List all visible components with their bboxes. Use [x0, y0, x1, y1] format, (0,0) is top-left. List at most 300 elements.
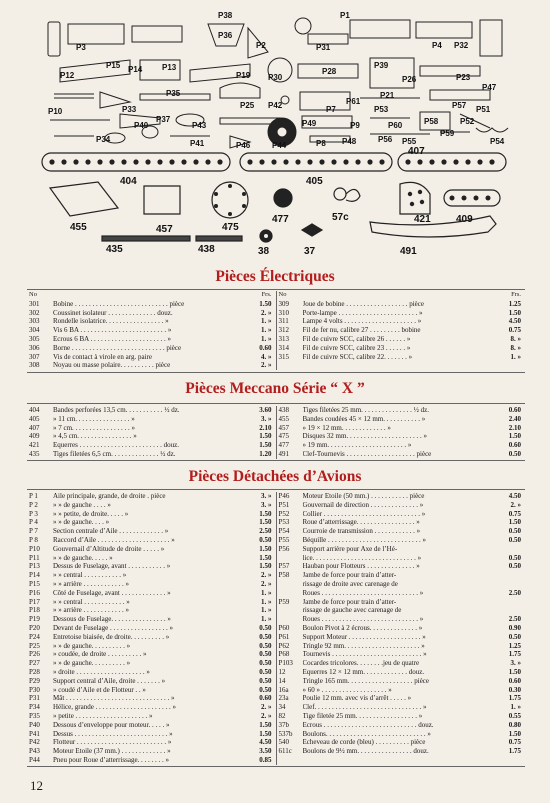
- label-p44: P44: [272, 141, 287, 150]
- table-row: [27, 730, 276, 739]
- label-p10: P10: [48, 107, 63, 116]
- item-description: » » de gauche. . . . . . . . . . »: [53, 641, 131, 650]
- item-price: 0.50: [259, 685, 272, 694]
- item-price: 0.80: [508, 720, 521, 729]
- table-row: [27, 562, 276, 571]
- item-price: 0.50: [259, 641, 272, 650]
- item-number: 313: [278, 334, 289, 343]
- table-row: [277, 650, 526, 659]
- item-number: 312: [278, 326, 289, 335]
- label-p55: P55: [402, 137, 417, 146]
- item-description: Support central d’Aile, droite . . . . . . . »: [53, 676, 166, 685]
- label-491: 491: [400, 246, 417, 257]
- wing-part: [132, 26, 182, 42]
- item-description: Collier . . . . . . . . . . . . . . . . . . . . . . . . . . . . »: [302, 509, 426, 518]
- item-number: P11: [29, 553, 40, 562]
- table-row: [277, 668, 526, 677]
- item-description: Fil de fer nu, calibre 27 . . . . . . . . . bobine: [302, 326, 421, 335]
- item-price: 1.50: [508, 729, 521, 738]
- label-p2: P2: [256, 41, 266, 50]
- item-number: 475: [278, 432, 289, 441]
- item-number: 302: [29, 308, 40, 317]
- item-price: 0.50: [259, 667, 272, 676]
- table-row: [27, 580, 276, 589]
- item-price: 3.50: [259, 747, 272, 756]
- item-number: P60: [278, 623, 290, 632]
- item-price: 0.50: [508, 527, 521, 536]
- item-description: Mât . . . . . . . . . . . . . . . . . . . . . . . . . . . . . . »: [53, 694, 175, 703]
- item-number: P68: [278, 650, 290, 659]
- table-row: [277, 642, 526, 651]
- item-number: P59: [278, 597, 290, 606]
- table-header: [277, 291, 526, 300]
- label-p35: P35: [166, 89, 181, 98]
- wing-part: [416, 22, 472, 38]
- table-row: [27, 633, 276, 642]
- item-price: 0.50: [508, 535, 521, 544]
- item-description: Tringle 92 mm. . . . . . . . . . . . . . . . . . . . . . »: [302, 641, 425, 650]
- table-row: [277, 406, 526, 415]
- label-p23: P23: [456, 73, 471, 82]
- item-description: Porte-lampe . . . . . . . . . . . . . . . . . . . . . . . »: [302, 308, 423, 317]
- item-number: P16: [29, 588, 40, 597]
- table-row: [27, 606, 276, 615]
- wing-part: [480, 20, 502, 56]
- item-number: 82: [278, 711, 286, 720]
- item-description: Gouvernail d’Altitude de droite . . . . . »: [53, 544, 165, 553]
- item-description: Moteur Etoile (50 mm.) . . . . . . . . . . . pièce: [302, 492, 425, 500]
- item-number: 16a: [278, 685, 289, 694]
- section-title-avions: Pièces Détachées d’Avions: [188, 468, 362, 485]
- item-number: P43: [29, 747, 40, 756]
- table-row: [277, 545, 526, 554]
- table-row: [277, 633, 526, 642]
- table-row: [27, 415, 276, 424]
- electric-table: [27, 291, 525, 370]
- item-number: 305: [29, 334, 40, 343]
- electric-right-column: [276, 291, 526, 370]
- item-number: P27: [29, 659, 40, 668]
- item-number: P14: [29, 571, 40, 580]
- label-p39: P39: [374, 61, 389, 70]
- label-475: 475: [222, 222, 239, 233]
- item-number: 491: [278, 449, 289, 458]
- table-row: [277, 598, 526, 607]
- item-number: P10: [29, 544, 40, 553]
- item-description: Roue d’atterrissage. . . . . . . . . . . . . . . . . »: [302, 518, 420, 527]
- divider: [27, 460, 525, 461]
- item-number: 303: [29, 317, 40, 326]
- table-row: [277, 450, 526, 459]
- item-price: 1.50: [508, 667, 521, 676]
- item-number: 457: [278, 423, 289, 432]
- item-number: P24: [29, 632, 40, 641]
- item-price: 8. »: [510, 334, 521, 343]
- rod-438: [196, 236, 242, 241]
- table-row: [27, 527, 276, 536]
- table-row: [277, 721, 526, 730]
- item-number: 455: [278, 414, 289, 423]
- table-row: [277, 309, 526, 318]
- item-description: Roues . . . . . . . . . . . . . . . . . . . . . . . . . . . . »: [302, 615, 424, 624]
- table-row: [27, 686, 276, 695]
- item-price: 4.50: [508, 492, 521, 500]
- label-409: 409: [456, 214, 473, 225]
- table-row: [277, 432, 526, 441]
- item-price: [491, 606, 525, 615]
- table-row: [277, 624, 526, 633]
- table-row: [27, 424, 276, 433]
- item-description: Fil de cuivre SCC, calibre 23 . . . . . . »: [302, 343, 411, 352]
- meccano-left-column: [27, 406, 276, 459]
- divider: [27, 372, 525, 373]
- table-row: [27, 589, 276, 598]
- item-price: 1.50: [259, 544, 272, 553]
- item-description: Dessus . . . . . . . . . . . . . . . . . . . . . . . . . . . »: [53, 729, 173, 738]
- item-description: Boulons. . . . . . . . . . . . . . . . . . . . . . . . . . . . . »: [302, 729, 431, 738]
- table-row: [27, 510, 276, 519]
- label-p34: P34: [96, 135, 111, 144]
- bracket-457: [144, 186, 180, 214]
- item-price: 0.50: [508, 449, 521, 458]
- label-p4: P4: [432, 41, 442, 50]
- item-description: Tige filetée 25 mm. . . . . . . . . . . . . . . . . . »: [302, 711, 423, 720]
- item-number: P28: [29, 667, 40, 676]
- parts-illustration: [40, 8, 510, 260]
- item-price: 1.20: [259, 449, 272, 458]
- item-price: 4.50: [508, 317, 521, 326]
- item-number: 537b: [278, 729, 293, 738]
- item-description: Boulon Pivot à 2 écrous. . . . . . . . . . . . . . »: [302, 623, 423, 632]
- item-description: » 4,5 cm. . . . . . . . . . . . . . . . »: [53, 432, 137, 441]
- table-row: [27, 344, 276, 353]
- divider: [27, 403, 525, 404]
- item-price: 1.50: [259, 299, 272, 308]
- item-description: Roues . . . . . . . . . . . . . . . . . . . . . . . . . . . . »: [302, 588, 424, 597]
- table-row: [277, 518, 526, 527]
- item-price: 1. »: [261, 317, 272, 326]
- item-price: [491, 571, 525, 580]
- item-price: 0.30: [508, 685, 521, 694]
- item-description: » coudé d’Aile et de Flotteur . . »: [53, 685, 146, 694]
- item-price: 0.60: [259, 343, 272, 352]
- item-price: 3. »: [510, 659, 521, 668]
- item-price: 2.10: [259, 423, 272, 432]
- item-number: P44: [29, 755, 40, 764]
- strip-holes: [49, 159, 494, 164]
- item-price: 1.50: [259, 441, 272, 450]
- item-description: Support Moteur . . . . . . . . . . . . . . . . . . . . . »: [302, 632, 426, 641]
- item-description: » 60 » . . . . . . . . . . . . . . . . . . . »: [302, 685, 392, 694]
- item-price: [491, 580, 525, 589]
- item-number: P40: [29, 720, 40, 729]
- label-p26: P26: [402, 75, 417, 84]
- table-row: [277, 562, 526, 571]
- item-number: P46: [278, 492, 290, 500]
- item-description: Hélice, grande . . . . . . . . . . . . . . . . . . . . . . »: [53, 703, 177, 712]
- label-p53: P53: [374, 105, 389, 114]
- table-row: [277, 589, 526, 598]
- item-number: 34: [278, 703, 286, 712]
- table-row: [27, 756, 276, 765]
- item-price: 1. »: [261, 615, 272, 624]
- item-description: » » arrière . . . . . . . . . . . . »: [53, 579, 130, 588]
- item-price: 0.60: [508, 676, 521, 685]
- item-number: 304: [29, 326, 40, 335]
- item-number: 14: [278, 676, 286, 685]
- item-number: P20: [29, 623, 40, 632]
- divider: [27, 766, 525, 767]
- item-description: Hauban pour Flotteurs . . . . . . . . . . . . . . »: [302, 562, 420, 571]
- item-description: Côté de Fuselage, avant . . . . . . . . . . . . . »: [53, 588, 171, 597]
- label-p56: P56: [378, 135, 393, 144]
- item-price: 1.25: [508, 641, 521, 650]
- table-row: [27, 501, 276, 510]
- table-row: [277, 415, 526, 424]
- label-p21: P21: [380, 91, 395, 100]
- table-row: [27, 747, 276, 756]
- table-row: [277, 615, 526, 624]
- label-p60: P60: [388, 121, 403, 130]
- item-price: 0.75: [508, 738, 521, 747]
- label-p1: P1: [340, 11, 350, 20]
- item-price: 2.10: [508, 423, 521, 432]
- item-description: Moteur Etoile (37 mm.) . . . . . . . . . . . . . »: [53, 747, 171, 756]
- label-p46: P46: [236, 141, 251, 150]
- item-price: 1. »: [261, 334, 272, 343]
- table-row: [277, 606, 526, 615]
- wing-part: [68, 24, 124, 44]
- header-frs: Frs.: [261, 291, 272, 298]
- header-no: No: [278, 291, 287, 298]
- table-row: [277, 510, 526, 519]
- item-price: 1. »: [261, 606, 272, 615]
- label-p31: P31: [316, 43, 331, 52]
- table-row: [27, 650, 276, 659]
- item-description: Béquille . . . . . . . . . . . . . . . . . . . . . . . . . . . »: [302, 535, 426, 544]
- table-row: [27, 518, 276, 527]
- label-p43: P43: [192, 121, 207, 130]
- item-number: 540: [278, 738, 289, 747]
- item-description: Poulie 12 mm. avec vis d’arrêt . . . . . »: [302, 694, 412, 703]
- item-number: [277, 580, 303, 589]
- item-number: P51: [278, 500, 290, 509]
- table-header: [27, 291, 276, 300]
- item-description: » 11 cm. . . . . . . . . . . . . . . . »: [53, 414, 135, 423]
- table-row: [27, 492, 276, 501]
- item-description: Rondelle isolatrice. . . . . . . . . . . . . . . . . »: [53, 317, 169, 326]
- item-price: 3. »: [261, 414, 272, 423]
- item-price: 0.75: [508, 509, 521, 518]
- item-number: P 1: [29, 492, 38, 500]
- item-number: [277, 589, 303, 598]
- table-row: [27, 545, 276, 554]
- item-price: 1.25: [508, 299, 521, 308]
- table-row: [277, 536, 526, 545]
- item-price: [491, 545, 525, 554]
- item-description: Joue de bobine . . . . . . . . . . . . . . . . . . pièce: [302, 299, 425, 308]
- item-number: P54: [278, 527, 290, 536]
- table-row: [27, 536, 276, 545]
- table-row: [27, 353, 276, 362]
- disc-477: [274, 189, 292, 207]
- label-p57: P57: [452, 101, 467, 110]
- table-row: [277, 335, 526, 344]
- label-p15: P15: [106, 61, 121, 70]
- item-description: » » petite, de droite. . . . . »: [53, 509, 129, 518]
- item-description: Equerres 12 × 12 mm. . . . . . . . . . . . . douz.: [302, 667, 425, 676]
- item-number: P56: [278, 544, 290, 553]
- item-price: 1. »: [261, 588, 272, 597]
- item-description: Devant de Fuselage . . . . . . . . . . . . . . . . . »: [53, 623, 173, 632]
- item-number: P19: [29, 615, 40, 624]
- table-row: [277, 571, 526, 580]
- item-price: 0.50: [259, 623, 272, 632]
- item-price: 2. »: [510, 500, 521, 509]
- item-description: Bobine . . . . . . . . . . . . . . . . . . . . . . . . . . . pièce: [53, 299, 185, 308]
- item-description: lice. . . . . . . . . . . . . . . . . . . . . . . . . . . . . . »: [302, 553, 422, 562]
- item-price: 1. »: [261, 326, 272, 335]
- item-description: » » de gauche. . . . . . . . . . »: [53, 659, 131, 668]
- item-description: Disques 32 mm. . . . . . . . . . . . . . . . . . . . . . »: [302, 432, 427, 441]
- item-number: P15: [29, 579, 40, 588]
- item-description: » » de gauche . . . . »: [53, 500, 111, 509]
- item-price: 0.50: [259, 632, 272, 641]
- item-description: Tringle 165 mm. . . . . . . . . . . . . . . . . . . pièce: [302, 676, 430, 685]
- table-row: [27, 615, 276, 624]
- item-price: 1.50: [259, 562, 272, 571]
- item-description: Noyau ou masse polaire. . . . . . . . . . pièce: [53, 361, 171, 370]
- label-p48: P48: [342, 137, 357, 146]
- item-number: 404: [29, 406, 40, 414]
- item-description: » petite . . . . . . . . . . . . . . . . . . . . . »: [53, 711, 153, 720]
- item-price: [491, 598, 525, 607]
- divider: [27, 289, 525, 290]
- label-p32: P32: [454, 41, 469, 50]
- table-row: [277, 677, 526, 686]
- item-price: 0.75: [508, 326, 521, 335]
- item-number: P57: [278, 562, 290, 571]
- label-p3: P3: [76, 43, 86, 52]
- table-row: [27, 361, 276, 370]
- item-number: 435: [29, 449, 40, 458]
- table-row: [277, 317, 526, 326]
- item-price: 4.50: [259, 738, 272, 747]
- item-description: Aile principale, grande, de droite . pièce: [53, 492, 166, 500]
- table-row: [277, 424, 526, 433]
- section-title-electric: Pièces Électriques: [215, 268, 335, 285]
- table-row: [277, 747, 526, 756]
- item-price: 2. »: [261, 571, 272, 580]
- item-description: Bandes coudées 45 × 12 mm. . . . . . . . . . . »: [302, 414, 426, 423]
- item-description: Gouvernail de direction . . . . . . . . . . . . . . »: [302, 500, 424, 509]
- label-p61: P61: [346, 97, 361, 106]
- item-number: 409: [29, 432, 40, 441]
- item-number: 307: [29, 352, 40, 361]
- table-row: [277, 501, 526, 510]
- item-price: 1.50: [259, 518, 272, 527]
- item-price: 0.60: [508, 406, 521, 414]
- item-description: » 19 × 12 mm. . . . . . . . . . . . . »: [302, 423, 391, 432]
- label-p37: P37: [156, 115, 171, 124]
- label-p52: P52: [460, 117, 475, 126]
- label-p30: P30: [268, 73, 283, 82]
- label-p41: P41: [190, 139, 205, 148]
- bracket-455: [50, 182, 118, 216]
- table-row: [27, 659, 276, 668]
- label-p13: P13: [162, 63, 177, 72]
- item-price: 2.50: [259, 527, 272, 536]
- item-price: 0.90: [508, 623, 521, 632]
- table-row: [27, 721, 276, 730]
- item-price: 2. »: [261, 711, 272, 720]
- item-description: » droite . . . . . . . . . . . . . . . . . . . . »: [53, 667, 150, 676]
- item-price: 0.85: [259, 755, 272, 764]
- label-p42: P42: [268, 101, 283, 110]
- item-number: P58: [278, 571, 290, 580]
- item-number: 23a: [278, 694, 289, 703]
- item-description: Ecrous 6 BA . . . . . . . . . . . . . . . . . . . . . . »: [53, 334, 172, 343]
- item-price: 1.50: [259, 432, 272, 441]
- item-number: [277, 554, 303, 563]
- item-description: Section centrale d’Aile . . . . . . . . . . . . . »: [53, 527, 169, 536]
- item-price: 0.50: [508, 562, 521, 571]
- table-row: [277, 554, 526, 563]
- item-description: Vis de contact à virole en arg. paire: [53, 352, 152, 361]
- item-price: 0.55: [508, 711, 521, 720]
- item-price: 0.50: [259, 676, 272, 685]
- item-number: P 7: [29, 527, 38, 536]
- table-row: [277, 703, 526, 712]
- label-407: 407: [408, 146, 425, 157]
- table-row: [277, 492, 526, 501]
- page-number: 12: [30, 778, 43, 793]
- avions-right-column: [276, 492, 526, 765]
- item-price: 2.50: [508, 588, 521, 597]
- item-description: Equerres . . . . . . . . . . . . . . . . . . . . . . . . douz.: [53, 441, 179, 450]
- label-435: 435: [106, 244, 123, 255]
- item-description: Cocardes tricolores. . . . . . . .jeu de quatre: [302, 659, 420, 668]
- table-row: [27, 432, 276, 441]
- label-p9: P9: [350, 121, 360, 130]
- table-row: [27, 694, 276, 703]
- header-no: No: [29, 291, 37, 298]
- divider: [27, 489, 525, 490]
- item-number: P31: [29, 694, 40, 703]
- item-number: P53: [278, 518, 290, 527]
- item-price: 0.50: [508, 632, 521, 641]
- table-row: [277, 580, 526, 589]
- item-number: 309: [278, 299, 289, 308]
- item-number: P18: [29, 606, 40, 615]
- table-row: [27, 712, 276, 721]
- item-description: Vis 6 BA . . . . . . . . . . . . . . . . . . . . . . . . . »: [53, 326, 172, 335]
- item-description: Dessous d’enveloppe pour moteur. . . . . »: [53, 720, 170, 729]
- meccano-right-column: [276, 406, 526, 459]
- item-number: 301: [29, 299, 40, 308]
- header-frs: Frs.: [511, 291, 521, 298]
- label-405: 405: [306, 176, 323, 187]
- item-description: rissage de droite avec carenage de: [302, 579, 398, 588]
- item-number: 477: [278, 441, 289, 450]
- table-row: [277, 659, 526, 668]
- item-description: Boulons de 9½ mm. . . . . . . . . . . . . . . . douz.: [302, 747, 429, 756]
- item-price: 1.50: [508, 432, 521, 441]
- item-price: 1. »: [261, 597, 272, 606]
- item-number: 310: [278, 308, 289, 317]
- item-description: Ecrous . . . . . . . . . . . . . . . . . . . . . . . . . . . douz.: [302, 720, 434, 729]
- item-number: 315: [278, 352, 289, 361]
